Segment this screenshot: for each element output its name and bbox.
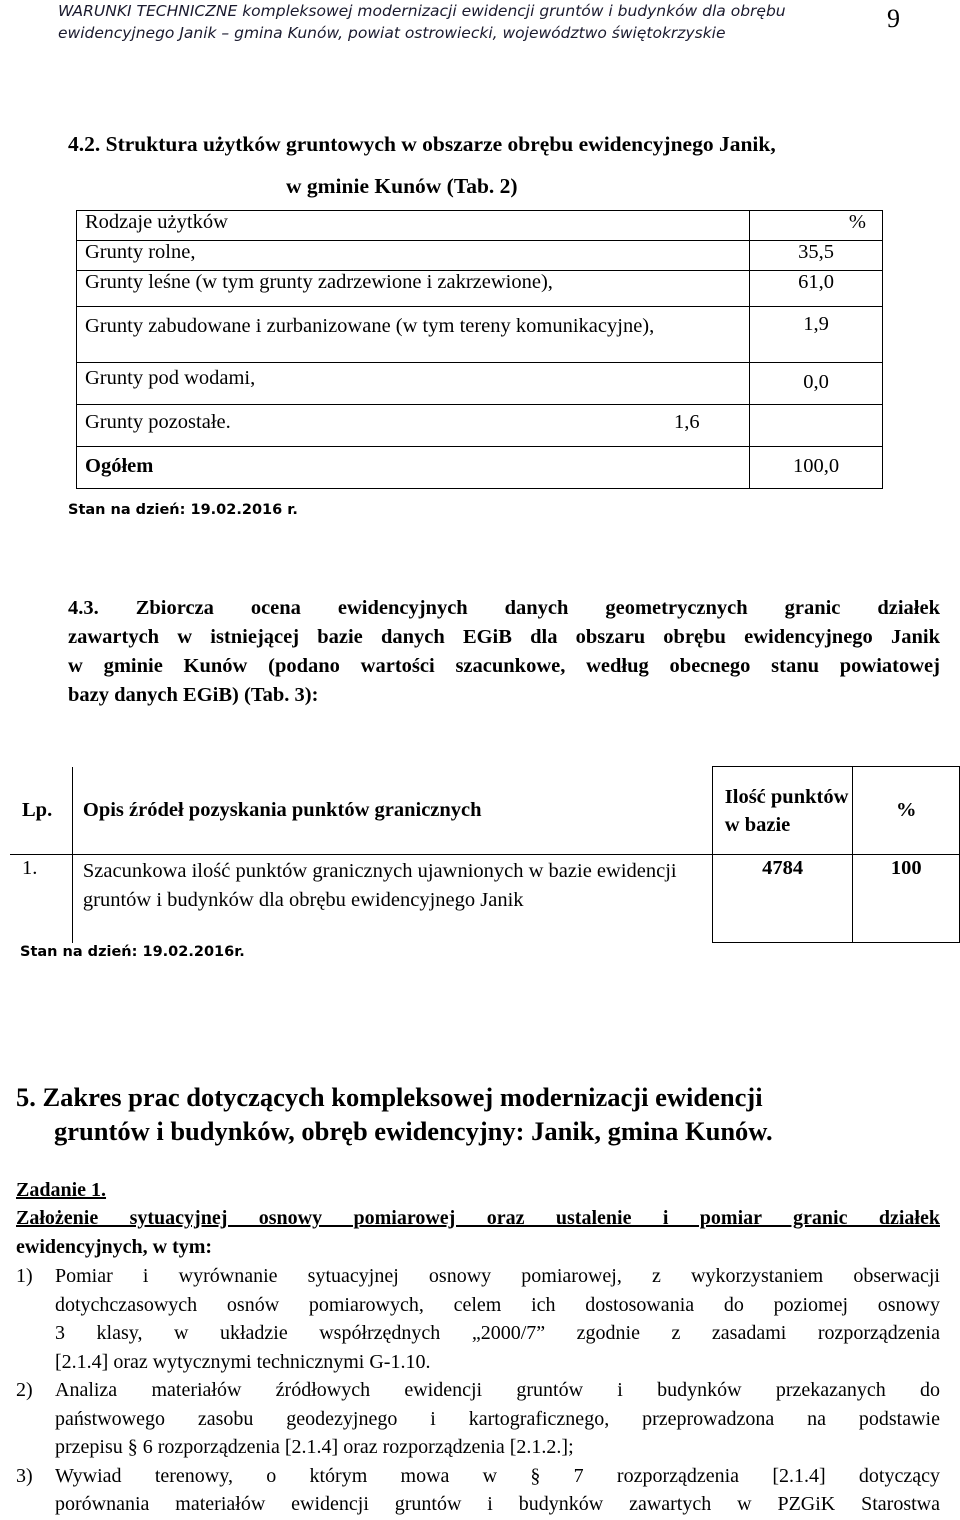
header-line-1: WARUNKI TECHNICZNE kompleksowej modernizacji ewidencji gruntów i budynków dla obrębu [58, 2, 786, 20]
section-4-2-title-cont: w gminie Kunów (Tab. 2) [286, 174, 518, 198]
table-row [10, 855, 960, 943]
row-label: Grunty zabudowane i zurbanizowane (w tym tereny komunikacyjne), [77, 307, 750, 363]
table-row [77, 363, 883, 405]
header-cell-percent: % [750, 211, 883, 241]
row-value: 61,0 [750, 271, 883, 307]
task-line-1: Założenie sytuacyjnej osnowy pomiarowej oraz ustalenie i pomiar granic działek [16, 1207, 940, 1229]
table-row [77, 271, 883, 307]
table-header-row [77, 211, 883, 241]
list-item [16, 1376, 940, 1462]
list-item-line: 3 klasy, w układzie współrzędnych „2000/7” zgodnie z zasadami rozporządzenia [55, 1322, 940, 1344]
list-item-number: 3) [16, 1464, 33, 1487]
list-item [16, 1262, 940, 1376]
paragraph-line: 4.3. Zbiorcza ocena ewidencyjnych danych geometrycznych granic działek [68, 597, 940, 619]
task-list [16, 1262, 940, 1519]
row-lp: 1. [10, 855, 72, 943]
table-row [77, 405, 883, 447]
table-row [77, 307, 883, 363]
row-label: Grunty pozostałe. [77, 405, 750, 447]
section-4-3-paragraph [68, 594, 940, 710]
list-item-line: dotychczasowych osnów pomiarowych, celem ich dostosowania do poziomej osnowy [55, 1293, 940, 1316]
paragraph-line: bazy danych EGiB) (Tab. 3): [68, 684, 319, 706]
header-cell-lp: Lp. [10, 767, 72, 855]
row-label: Grunty rolne, [77, 241, 750, 271]
table-header-row [10, 767, 960, 855]
land-use-table [76, 210, 883, 489]
list-item-line: przepisu § 6 rozporządzenia [2.1.4] oraz rozporządzenia [2.1.2.]; [55, 1436, 574, 1458]
paragraph-line: w gminie Kunów (podano wartości szacunkowe, według obecnego stanu powiatowej [68, 655, 940, 677]
page-number: 9 [887, 4, 900, 33]
row-count: 4784 [712, 855, 853, 943]
header-cell-description: Opis źródeł pozyskania punktów granicznych [72, 767, 712, 855]
list-item-line: Wywiad terenowy, o którym mowa w § 7 rozporządzenia [2.1.4] dotyczący [55, 1464, 940, 1487]
header-cell-count: Ilość punktów w bazie [712, 767, 853, 855]
section-5-title [16, 1080, 773, 1148]
date-note-tab2: Stan na dzień: 19.02.2016 r. [68, 502, 298, 518]
task-label: Zadanie 1. [16, 1179, 107, 1201]
row-label: Grunty pod wodami, [77, 363, 750, 405]
total-value: 100,0 [750, 447, 883, 489]
running-header [58, 0, 858, 44]
row-percent: 100 [853, 855, 960, 943]
list-item-line: państwowego zasobu geodezyjnego i kartograficznego, przeprowadzona na podstawie [55, 1407, 940, 1430]
row-label: Grunty leśne (w tym grunty zadrzewione i zakrzewione), [77, 271, 750, 307]
row-value: 35,5 [750, 241, 883, 271]
table-total-row [77, 447, 883, 489]
date-note-tab3: Stan na dzień: 19.02.2016r. [20, 944, 245, 960]
section-5-title-line-1: 5. Zakres prac dotyczących kompleksowej modernizacji ewidencji [16, 1082, 763, 1112]
header-cell-percent: % [853, 767, 960, 855]
list-item [16, 1462, 940, 1519]
paragraph-line: zawartych w istniejącej bazie danych EGiB dla obszaru obrębu ewidencyjnego Janik [68, 626, 940, 648]
section-5-title-line-2: gruntów i budynków, obręb ewidencyjny: Janik, gmina Kunów. [54, 1116, 773, 1146]
section-4-2-title: 4.2. Struktura użytków gruntowych w obszarze obrębu ewidencyjnego Janik, [68, 132, 776, 156]
list-item-line: [2.1.4] oraz wytycznymi technicznymi G-1.10. [55, 1350, 431, 1373]
row-value: 0,0 [750, 363, 883, 405]
row-description: Szacunkowa ilość punktów granicznych ujawnionych w bazie ewidencji gruntów i budynków dla obrębu ewidencyjnego Janik [72, 855, 712, 943]
header-cell-type: Rodzaje użytków [77, 211, 750, 241]
task-line-2: ewidencyjnych, w tym: [16, 1235, 213, 1258]
total-label: Ogółem [77, 447, 750, 489]
list-item-number: 1) [16, 1265, 33, 1287]
list-item-line: Analiza materiałów źródłowych ewidencji gruntów i budynków przekazanych do [55, 1379, 940, 1401]
list-item-number: 2) [16, 1379, 33, 1401]
list-item-line: porównania materiałów ewidencji gruntów i budynków zawartych w PZGiK Starostwa [55, 1493, 940, 1515]
boundary-points-table [10, 766, 960, 943]
list-item-line: Pomiar i wyrównanie sytuacyjnej osnowy pomiarowej, z wykorzystaniem obserwacji [55, 1265, 940, 1287]
table-row [77, 241, 883, 271]
task-description [16, 1204, 940, 1261]
row-value: 1,6 [674, 411, 700, 433]
header-line-2: ewidencyjnego Janik – gmina Kunów, powiat ostrowiecki, województwo świętokrzyskie [58, 24, 726, 42]
row-value: 1,9 [750, 307, 883, 363]
